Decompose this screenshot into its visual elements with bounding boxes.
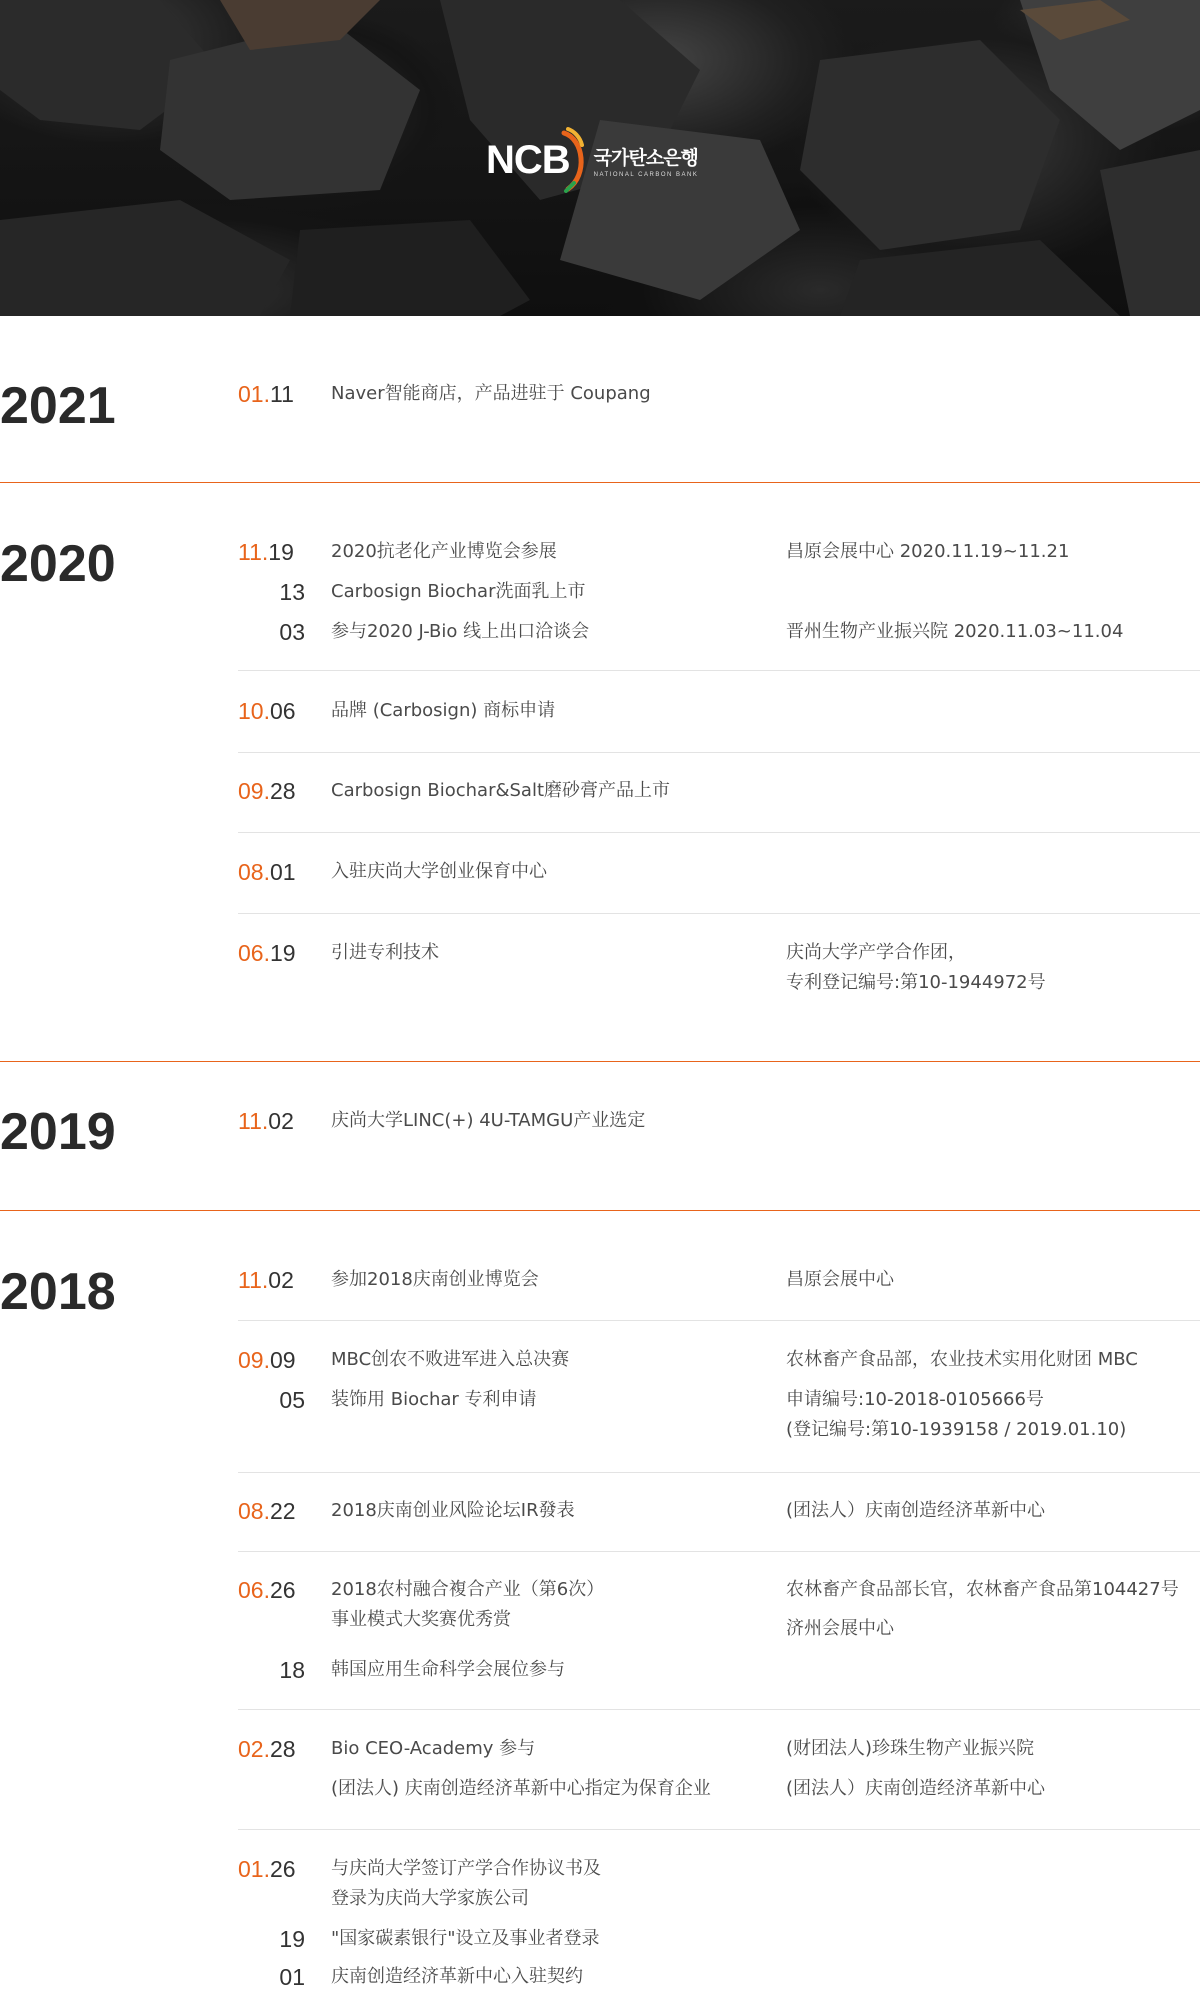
entry-divider: [238, 1709, 1200, 1710]
timeline-entry: [238, 1106, 1200, 1136]
entry-divider: [238, 1320, 1200, 1321]
entry-description: 庆尚大学LINC(+) 4U-TAMGU产业选定: [331, 1110, 646, 1131]
entry-description: (团法人) 庆南创造经济革新中心指定为保育企业: [331, 1778, 711, 1799]
entry-date: 09.28: [238, 778, 296, 804]
logo-english-name: NATIONAL CARBON BANK: [593, 171, 699, 178]
timeline-entry: [238, 696, 1200, 726]
timeline-entry: [238, 537, 1200, 567]
timeline-entry: [238, 1774, 1200, 1804]
ncb-logo: [486, 118, 716, 202]
year-divider: [0, 1210, 1200, 1211]
logo-abbrev: NCB: [486, 138, 570, 182]
entry-note: (团法人）庆南创造经济革新中心: [786, 1778, 1046, 1799]
entry-date: 01.26: [238, 1856, 296, 1882]
entry-description: 入驻庆尚大学创业保育中心: [331, 861, 547, 882]
entry-description: 参加2018庆南创业博览会: [331, 1269, 539, 1290]
entry-description: 韩国应用生命科学会展位参与: [331, 1659, 565, 1680]
entry-divider: [238, 913, 1200, 914]
entry-date: 09.09: [238, 1347, 296, 1373]
entry-note: 农林畜产食品部长官，农林畜产食品第104427号: [786, 1579, 1179, 1600]
entry-date: 11.02: [238, 1108, 294, 1134]
entry-date: 08.01: [238, 859, 296, 885]
year-divider: [0, 482, 1200, 483]
entry-description: 引进专利技术: [331, 942, 439, 963]
year-label: 2020: [0, 535, 116, 593]
entry-date: 11.02: [238, 1267, 294, 1293]
entry-description: Naver智能商店，产品进驻于 Coupang: [331, 383, 651, 404]
entry-date: 11.19: [238, 539, 294, 565]
entry-description: Carbosign Biochar&Salt磨砂膏产品上市: [331, 780, 671, 801]
hero-banner: [0, 0, 1200, 316]
timeline-entry: [238, 1614, 1200, 1644]
entry-note-line2: (登记编号:第10-1939158 / 2019.01.10): [786, 1419, 1127, 1440]
entry-note-line2: 专利登记编号:第10-1944972号: [786, 972, 1046, 993]
entry-divider: [238, 832, 1200, 833]
entry-note: 昌原会展中心: [786, 1269, 894, 1290]
entry-description: 装饰用 Biochar 专利申请: [331, 1389, 537, 1410]
entry-date: 13: [279, 579, 305, 605]
entry-note: 济州会展中心: [786, 1618, 894, 1639]
entry-date: 06.26: [238, 1577, 296, 1603]
entry-note: (财团法人)珍珠生物产业振兴院: [786, 1738, 1035, 1759]
timeline-entry: [238, 1385, 1200, 1447]
entry-description: 参与2020 J-Bio 线上出口洽谈会: [331, 621, 590, 642]
entry-description: Bio CEO-Academy 参与: [331, 1738, 536, 1759]
entry-description: Carbosign Biochar洗面乳上市: [331, 581, 586, 602]
entry-description: "国家碳素银行"设立及事业者登录: [331, 1928, 600, 1949]
entry-description-line1: 与庆尚大学签订产学合作协议书及: [331, 1858, 601, 1879]
entry-date: 03: [279, 619, 305, 645]
entry-note-line1: 申请编号:10-2018-0105666号: [786, 1389, 1044, 1410]
entry-description: 2018庆南创业风险论坛IR發表: [331, 1500, 575, 1521]
entry-description-line1: 2018农村融合複合产业（第6次）: [331, 1579, 605, 1600]
entry-date: 19: [279, 1926, 305, 1952]
entry-description: 庆南创造经济革新中心入驻契约: [331, 1966, 583, 1987]
logo-arc-icon: [560, 125, 590, 195]
entry-date: 06.19: [238, 940, 296, 966]
entry-divider: [238, 1551, 1200, 1552]
timeline-entry: [238, 1496, 1200, 1526]
entry-date: 08.22: [238, 1498, 296, 1524]
timeline-entry: [238, 1265, 1200, 1295]
entry-note: 昌原会展中心 2020.11.19~11.21: [786, 541, 1070, 562]
entry-date: 01: [279, 1964, 305, 1990]
timeline-entry: [238, 1962, 1200, 1992]
entry-divider: [238, 1829, 1200, 1830]
entry-date: 10.06: [238, 698, 296, 724]
timeline-entry: [238, 1854, 1200, 1916]
year-label: 2019: [0, 1103, 116, 1161]
timeline-entry: [238, 1924, 1200, 1954]
entry-note-line1: 庆尚大学产学合作团，: [786, 942, 966, 963]
entry-date: 01.11: [238, 381, 294, 407]
entry-date: 18: [279, 1657, 305, 1683]
entry-description-line2: 事业模式大奖赛优秀赏: [331, 1609, 511, 1630]
timeline-entry: [238, 776, 1200, 806]
entry-divider: [238, 670, 1200, 671]
entry-description: MBC创农不败进军进入总决赛: [331, 1349, 570, 1370]
year-label: 2021: [0, 377, 116, 435]
entry-description-line2: 登录为庆尚大学家族公司: [331, 1888, 529, 1909]
timeline-entry: [238, 379, 1200, 409]
timeline-entry: [238, 1734, 1200, 1764]
entry-note: 晋州生物产业振兴院 2020.11.03~11.04: [786, 621, 1124, 642]
entry-note: (团法人）庆南创造经济革新中心: [786, 1500, 1046, 1521]
logo-korean-name: 국가탄소은행: [593, 146, 698, 169]
year-label: 2018: [0, 1263, 116, 1321]
timeline-entry: [238, 857, 1200, 887]
entry-date: 05: [279, 1387, 305, 1413]
entry-divider: [238, 1472, 1200, 1473]
entry-divider: [238, 752, 1200, 753]
entry-date: 02.28: [238, 1736, 296, 1762]
year-divider: [0, 1061, 1200, 1062]
timeline-entry: [238, 577, 1200, 607]
timeline-entry: [238, 938, 1200, 1000]
entry-description: 品牌 (Carbosign) 商标申请: [331, 700, 556, 721]
timeline-entry: [238, 617, 1200, 647]
entry-note: 农林畜产食品部，农业技术实用化财团 MBC: [786, 1349, 1138, 1370]
entry-description: 2020抗老化产业博览会参展: [331, 541, 557, 562]
timeline-entry: [238, 1655, 1200, 1685]
timeline-entry: [238, 1345, 1200, 1375]
